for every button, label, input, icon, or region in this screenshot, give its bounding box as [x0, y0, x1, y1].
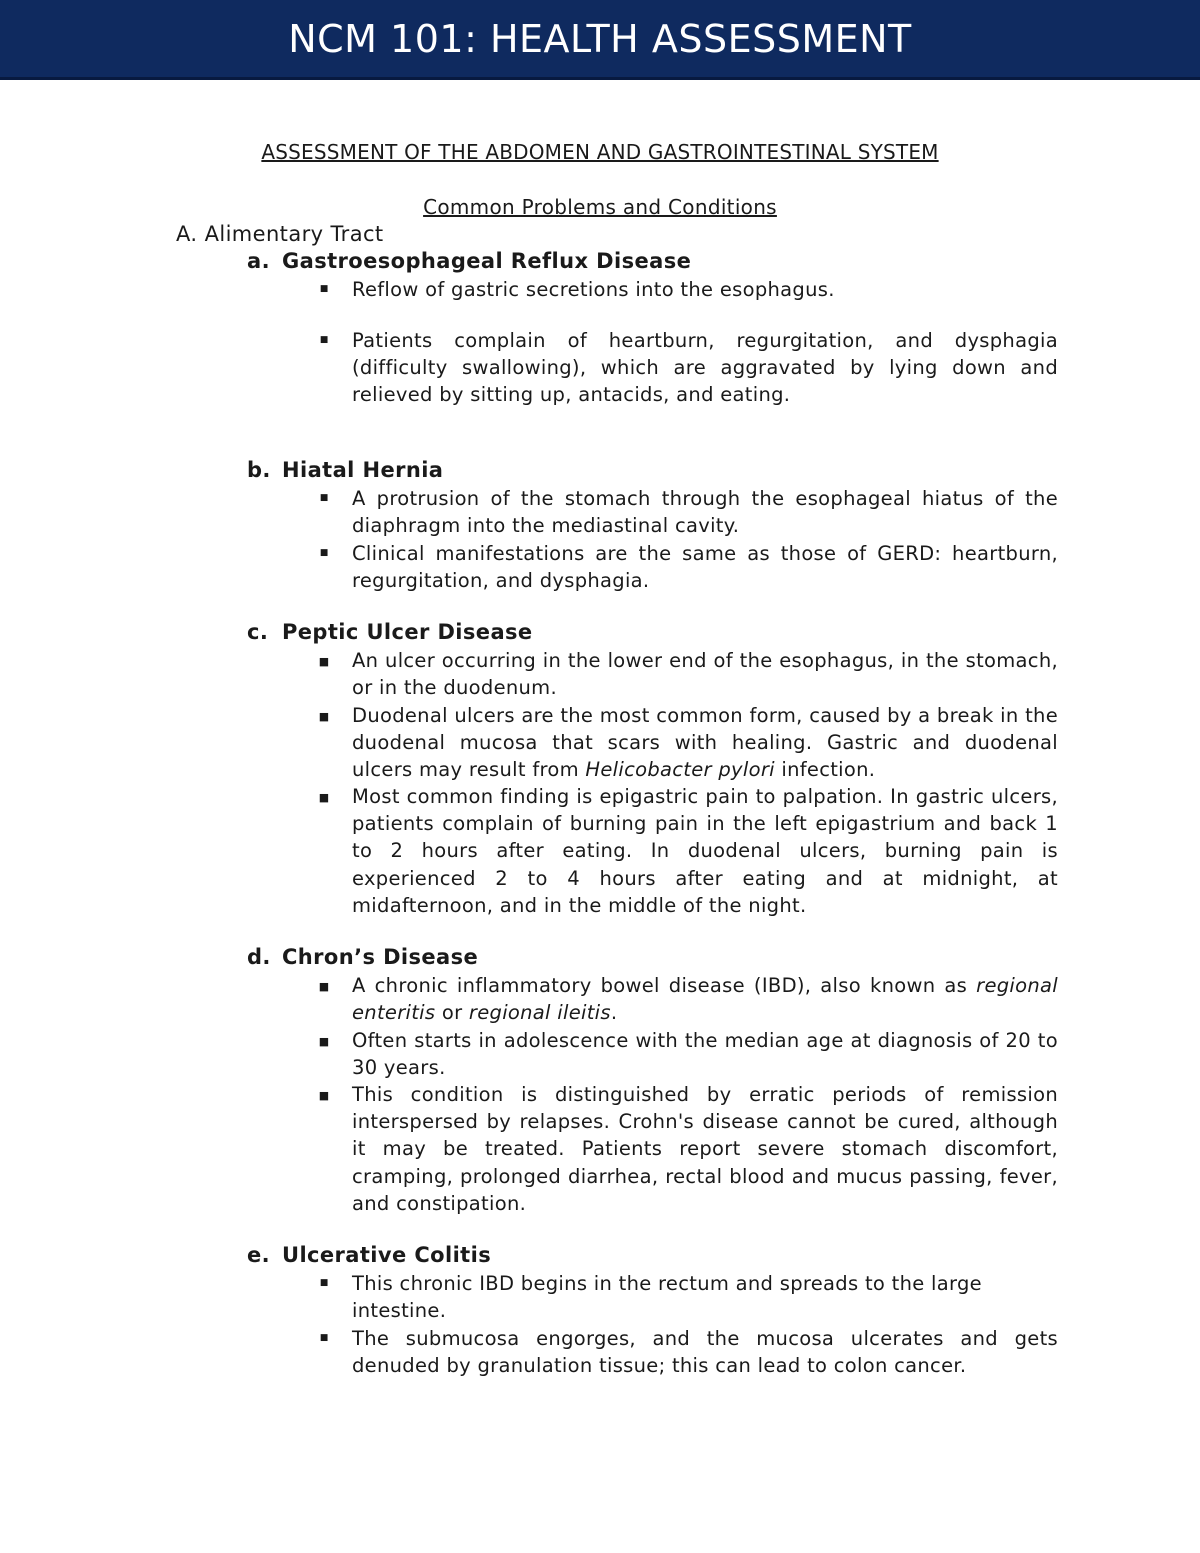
- header-banner: [0, 0, 1200, 80]
- section-heading: [176, 222, 384, 246]
- subsection-title: Gastroesophageal Reflux Disease: [282, 249, 692, 273]
- subsection-letter: c.: [247, 620, 269, 644]
- subsection-letter: b.: [247, 458, 271, 482]
- subsection-letter: a.: [247, 249, 270, 273]
- subsection-heading-peptic-ulcer: [247, 620, 533, 644]
- subsection-heading-crohns: [247, 945, 478, 969]
- bullet-icon: ■: [318, 791, 330, 804]
- list-item: Clinical manifestations are the same as those of GERD: heartburn, regurgitation, and dysphagia.: [352, 542, 1058, 593]
- list-item: Most common finding is epigastric pain to palpation. In gastric ulcers, patients complain of burning pain in the left epigastrium and back 1 to 2 hours after eating. In duodenal ulcers, burning pain is experienced 2 to 4 hours after eating and at midnight, at midafternoon, and in the middle of the night.: [352, 785, 1058, 917]
- subsection-title: Chron’s Disease: [282, 945, 479, 969]
- subsection-heading-hiatal-hernia: [247, 458, 443, 482]
- list-item: A protrusion of the stomach through the esophageal hiatus of the diaphragm into the mediastinal cavity.: [352, 487, 1058, 538]
- bullet-icon: ■: [318, 1035, 330, 1048]
- italic-term: Helicobacter pylori: [585, 758, 775, 782]
- list-item: Reflow of gastric secretions into the esophagus.: [352, 278, 835, 301]
- bullet-icon: ■: [319, 1278, 329, 1288]
- bullet-icon: ■: [319, 1333, 329, 1343]
- subsection-title: Ulcerative Colitis: [282, 1243, 492, 1267]
- list-item: An ulcer occurring in the lower end of the esophagus, in the stomach, or in the duodenum.: [352, 649, 1058, 700]
- banner-title: NCM 101: HEALTH ASSESSMENT: [288, 16, 912, 61]
- list-item: This condition is distinguished by erratic periods of remission interspersed by relapses. Crohn's disease cannot be cured, although it may be treated. Patients report severe stomach discomfort, cramping, prolonged diarrhea, rectal blood and mucus passing, fever, and constipation.: [352, 1083, 1058, 1215]
- section-letter: A.: [176, 222, 198, 246]
- subsection-title: Hiatal Hernia: [282, 458, 444, 482]
- list-item: Patients complain of heartburn, regurgitation, and dysphagia (difficulty swallowing), which are aggravated by lying down and relieved by sitting up, antacids, and eating.: [352, 329, 1058, 407]
- document-subtitle: Common Problems and Conditions: [423, 195, 777, 219]
- bullet-icon: ■: [319, 493, 329, 503]
- bullet-icon: ■: [319, 548, 329, 558]
- list-item: Duodenal ulcers are the most common form, caused by a break in the duodenal mucosa that scars with healing. Gastric and duodenal ulcers may result from Helicobacter pylori infection.: [352, 704, 1058, 782]
- list-item: Often starts in adolescence with the median age at diagnosis of 20 to 30 years.: [352, 1029, 1058, 1080]
- bullet-icon: ■: [318, 1089, 330, 1102]
- bullet-icon: ■: [319, 284, 329, 294]
- subsection-heading-gerd: [247, 249, 691, 273]
- bullet-icon: ■: [319, 335, 329, 345]
- document-title: ASSESSMENT OF THE ABDOMEN AND GASTROINTESTINAL SYSTEM: [261, 140, 939, 164]
- list-item: The submucosa engorges, and the mucosa ulcerates and gets denuded by granulation tissue; this can lead to colon cancer.: [352, 1327, 1058, 1378]
- bullet-icon: ■: [318, 655, 330, 668]
- list-item: A chronic inflammatory bowel disease (IBD), also known as regional enteritis or regional ileitis.: [352, 974, 1058, 1025]
- subsection-letter: e.: [247, 1243, 271, 1267]
- subsection-heading-ulcerative-colitis: [247, 1243, 491, 1267]
- section-title: Alimentary Tract: [204, 222, 384, 246]
- bullet-icon: ■: [318, 710, 330, 723]
- subsection-title: Peptic Ulcer Disease: [282, 620, 533, 644]
- italic-term: regional ileitis: [468, 1001, 611, 1025]
- italic-term: regional enteritis: [352, 974, 1058, 1025]
- bullet-icon: ■: [318, 980, 330, 993]
- list-item: This chronic IBD begins in the rectum and spreads to the large intestine.: [352, 1272, 982, 1323]
- subsection-letter: d.: [247, 945, 271, 969]
